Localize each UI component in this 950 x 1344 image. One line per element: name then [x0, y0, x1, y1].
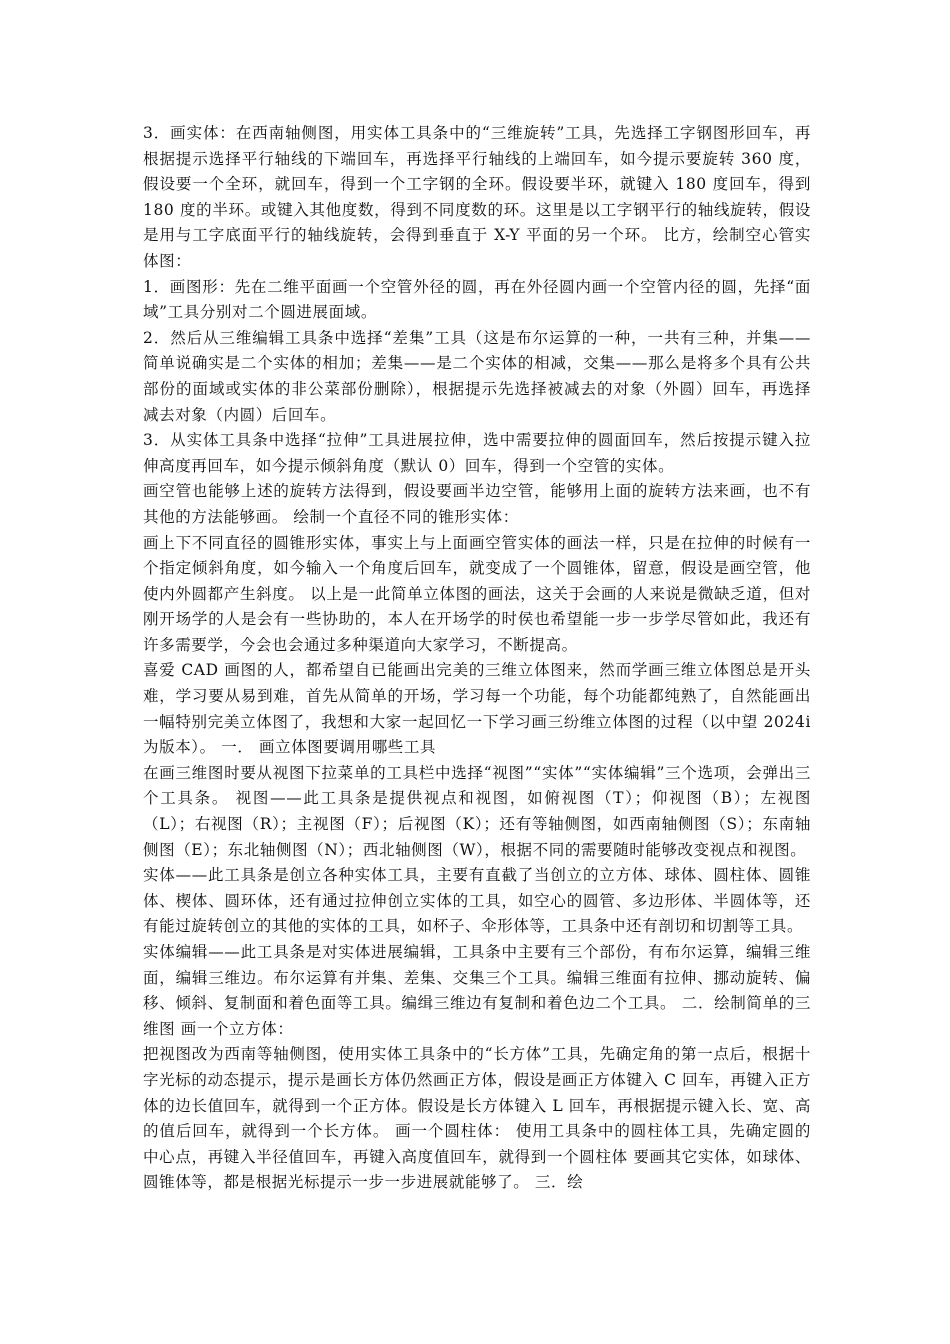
paragraph: 实体编辑——此工具条是对实体进展编辑，工具条中主要有三个部份，有布尔运算，编辑三维面，编辑三维边。布尔运算有并集、差集、交集三个工具。编辑三维面有拉伸、挪动旋转、偏移、倾斜、复制面和着色面等工具。编缉三维边有复制和着色边二个工具。 二．绘制简单的三维图 画一个立方体： [143, 943, 811, 1038]
paragraph: 实体——此工具条是创立各种实体工具，主要有直截了当创立的立方体、球体、圆柱体、圆锥体、楔体、圆环体，还有通过拉伸创立实体的工具，如空心的圆管、多边形体、半圆体等，还有能过旋转创立的其他的实体的工具，如杯子、伞形体等，工具条中还有剖切和切割等工具。 [143, 866, 811, 936]
paragraph: 3．画实体：在西南轴侧图，用实体工具条中的“三维旋转”工具，先选择工字钢图形回车，再根据提示选择平行轴线的下端回车，再选择平行轴线的上端回车，如今提示要旋转 360 度，假设要一个全环，就回车，得到一个工字钢的全环。假设要半环，就键入 180 度回车，得到 180 度的半环。或键入其他度数，得到不同度数的环。这里是以工字钢平行的轴线旋转，假设是用与工字底面平行的轴线旋转，会得到垂直于 X-Y 平面的另一个环。 比方，绘制空心管实体图： [143, 124, 811, 270]
paragraph: 喜爱 CAD 画图的人，都希望自已能画出完美的三维立体图来，然而学画三维立体图总是开头难，学习要从易到难，首先从简单的开场，学习每一个功能，每个功能都纯熟了，自然能画出一幅特别完美立体图了，我想和大家一起回忆一下学习画三纷维立体图的过程（以中望 2024i 为版本）。 一． 画立体图要调用哪些工具 [143, 661, 811, 757]
paragraph: 3．从实体工具条中选择“拉伸”工具进展拉伸，选中需要拉伸的圆面回车，然后按提示键入拉伸高度再回车，如今提示倾斜角度（默认 0）回车，得到一个空管的实体。 [143, 431, 811, 475]
paragraph: 画空管也能够上述的旋转方法得到，假设要画半边空管，能够用上面的旋转方法来画，也不有其他的方法能够画。 绘制一个直径不同的锥形实体： [143, 482, 811, 526]
paragraph: 画上下不同直径的圆锥形实体，事实上与上面画空管实体的画法一样，只是在拉伸的时候有一个指定倾斜角度，如今输入一个角度后回车，就变成了一个圆锥体，留意，假设是画空管，他使内外圆都产生斜度。 以上是一此简单立体图的画法，这关于会画的人来说是微缺乏道，但对刚开场学的人是会有一些协助的，本人在开场学的时侯也希望能一步一步学尽管如此，我还有许多需要学，今会也会通过多种渠道向大家学习，不断提高。 [143, 533, 811, 654]
document-body [143, 121, 811, 1196]
paragraph: 把视图改为西南等轴侧图，使用实体工具条中的“长方体”工具，先确定角的第一点后，根据十字光标的动态提示，提示是画长方体仍然画正方体，假设是画正方体键入 C 回车，再键入正方体的边长值回车，就得到一个正方体。假设是长方体键入 L 回车，再根据提示键入长、宽、高的值后回车，就得到一个长方体。 画一个圆柱体： 使用工具条中的圆柱体工具，先确定圆的中心点，再键入半径值回车，再键入高度值回车，就得到一个圆柱体 要画其它实体，如球体、圆锥体等，都是根据光标提示一步一步进展就能够了。 三．绘 [143, 1045, 811, 1192]
paragraph: 2．然后从三维编辑工具条中选择“差集”工具（这是布尔运算的一种，一共有三种，并集——简单说确实是二个实体的相加；差集——是二个实体的相减，交集——那么是将多个具有公共部份的面域或实体的非公菜部份删除），根据提示先选择被减去的对象（外圆）回车，再选择减去对象（内圆）后回车。 [143, 328, 811, 424]
paragraph: 1．画图形：先在二维平面画一个空管外径的圆，再在外径圆内画一个空管内径的圆，先择“面域”工具分别对二个圆进展面域。 [143, 277, 811, 322]
paragraph: 在画三维图时要从视图下拉菜单的工具栏中选择“视图”“实体”“实体编辑”三个选项，会弹出三个工具条。 视图——此工具条是提供视点和视图，如俯视图（T）；仰视图（B）；左视图（L）；右视图（R）；主视图（F）；后视图（K）；还有等轴侧图，如西南轴侧图（S）；东南轴侧图（E）；东北轴侧图（N）；西北轴侧图（W），根据不同的需要随时能够改变视点和视图。 [143, 763, 811, 859]
